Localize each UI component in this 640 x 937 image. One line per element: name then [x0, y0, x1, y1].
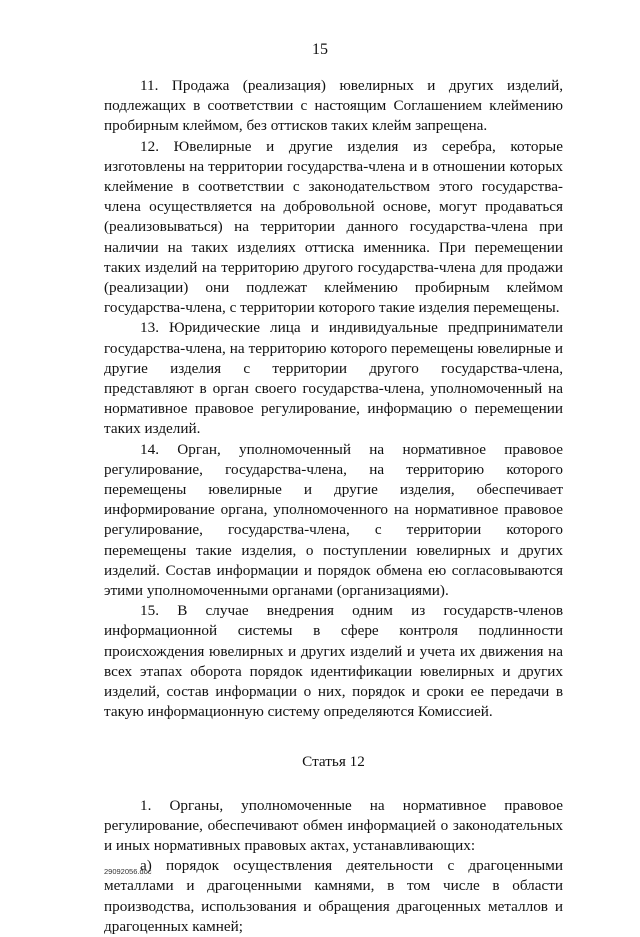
- article-paragraph-1: 1. Органы, уполномоченные на нормативное правовое регулирование, обеспечивают обмен информацией о законодательных и иных нормативных правовых актах, устанавливающих:: [104, 796, 563, 854]
- article-subparagraph-a: а) порядок осуществления деятельности с драгоценными металлами и драгоценными камнями, в том числе в области производства, использования и обращения драгоценных металлов и драгоценных камней;: [104, 857, 563, 935]
- paragraph-item-12: 12. Ювелирные и другие изделия из серебра, которые изготовлены на территории государства-члена и в отношении которых клеймение в соответствии с законодательством этого государства-члена осуществляется на добровольной основе, могут продаваться (реализовываться) на территории данного государства-члена при наличии на таких изделиях оттиска именника. При перемещении таких изделий на территорию другого государства-члена для продажи (реализации) они подлежат клеймению пробирным клеймом государства-члена, с территории которого такие изделия перемещены.: [104, 137, 563, 317]
- page-number: 15: [312, 41, 328, 58]
- page-content: [104, 76, 563, 937]
- paragraph-item-15: 15. В случае внедрения одним из государств-членов информационной системы в сфере контроля подлинности происхождения ювелирных и других изделий и учета их движения на всех этапах оборота порядок идентификации ювелирных и других изделий, состав информации о них, порядок и сроки ее передачи в такую информационную систему определяются Комиссией.: [104, 602, 563, 721]
- article-heading: Статья 12: [302, 752, 365, 770]
- paragraph-item-13: 13. Юридические лица и индивидуальные предприниматели государства-члена, на территорию которого перемещены ювелирные и другие изделия с территории другого государства-члена, представляют в орган своего государства-члена, уполномоченный на нормативное правовое регулирование, информацию о перемещении таких изделий.: [104, 319, 563, 438]
- paragraph-item-14: 14. Орган, уполномоченный на нормативное правовое регулирование, государства-члена, на территорию которого перемещены ювелирные и другие изделия, обеспечивает информирование органа, уполномоченного на нормативное правовое регулирование, государства-члена, с территории которого перемещены такие изделия, о поступлении ювелирных и других изделий. Состав информации и порядок обмена ею согласовываются этими уполномоченными органами (организациями).: [104, 440, 563, 600]
- paragraph-item-11: 11. Продажа (реализация) ювелирных и других изделий, подлежащих в соответствии с настоящим Соглашением клеймению пробирным клеймом, без оттисков таких клейм запрещена.: [104, 77, 563, 135]
- footer-filename: 29092056.doc: [104, 867, 152, 876]
